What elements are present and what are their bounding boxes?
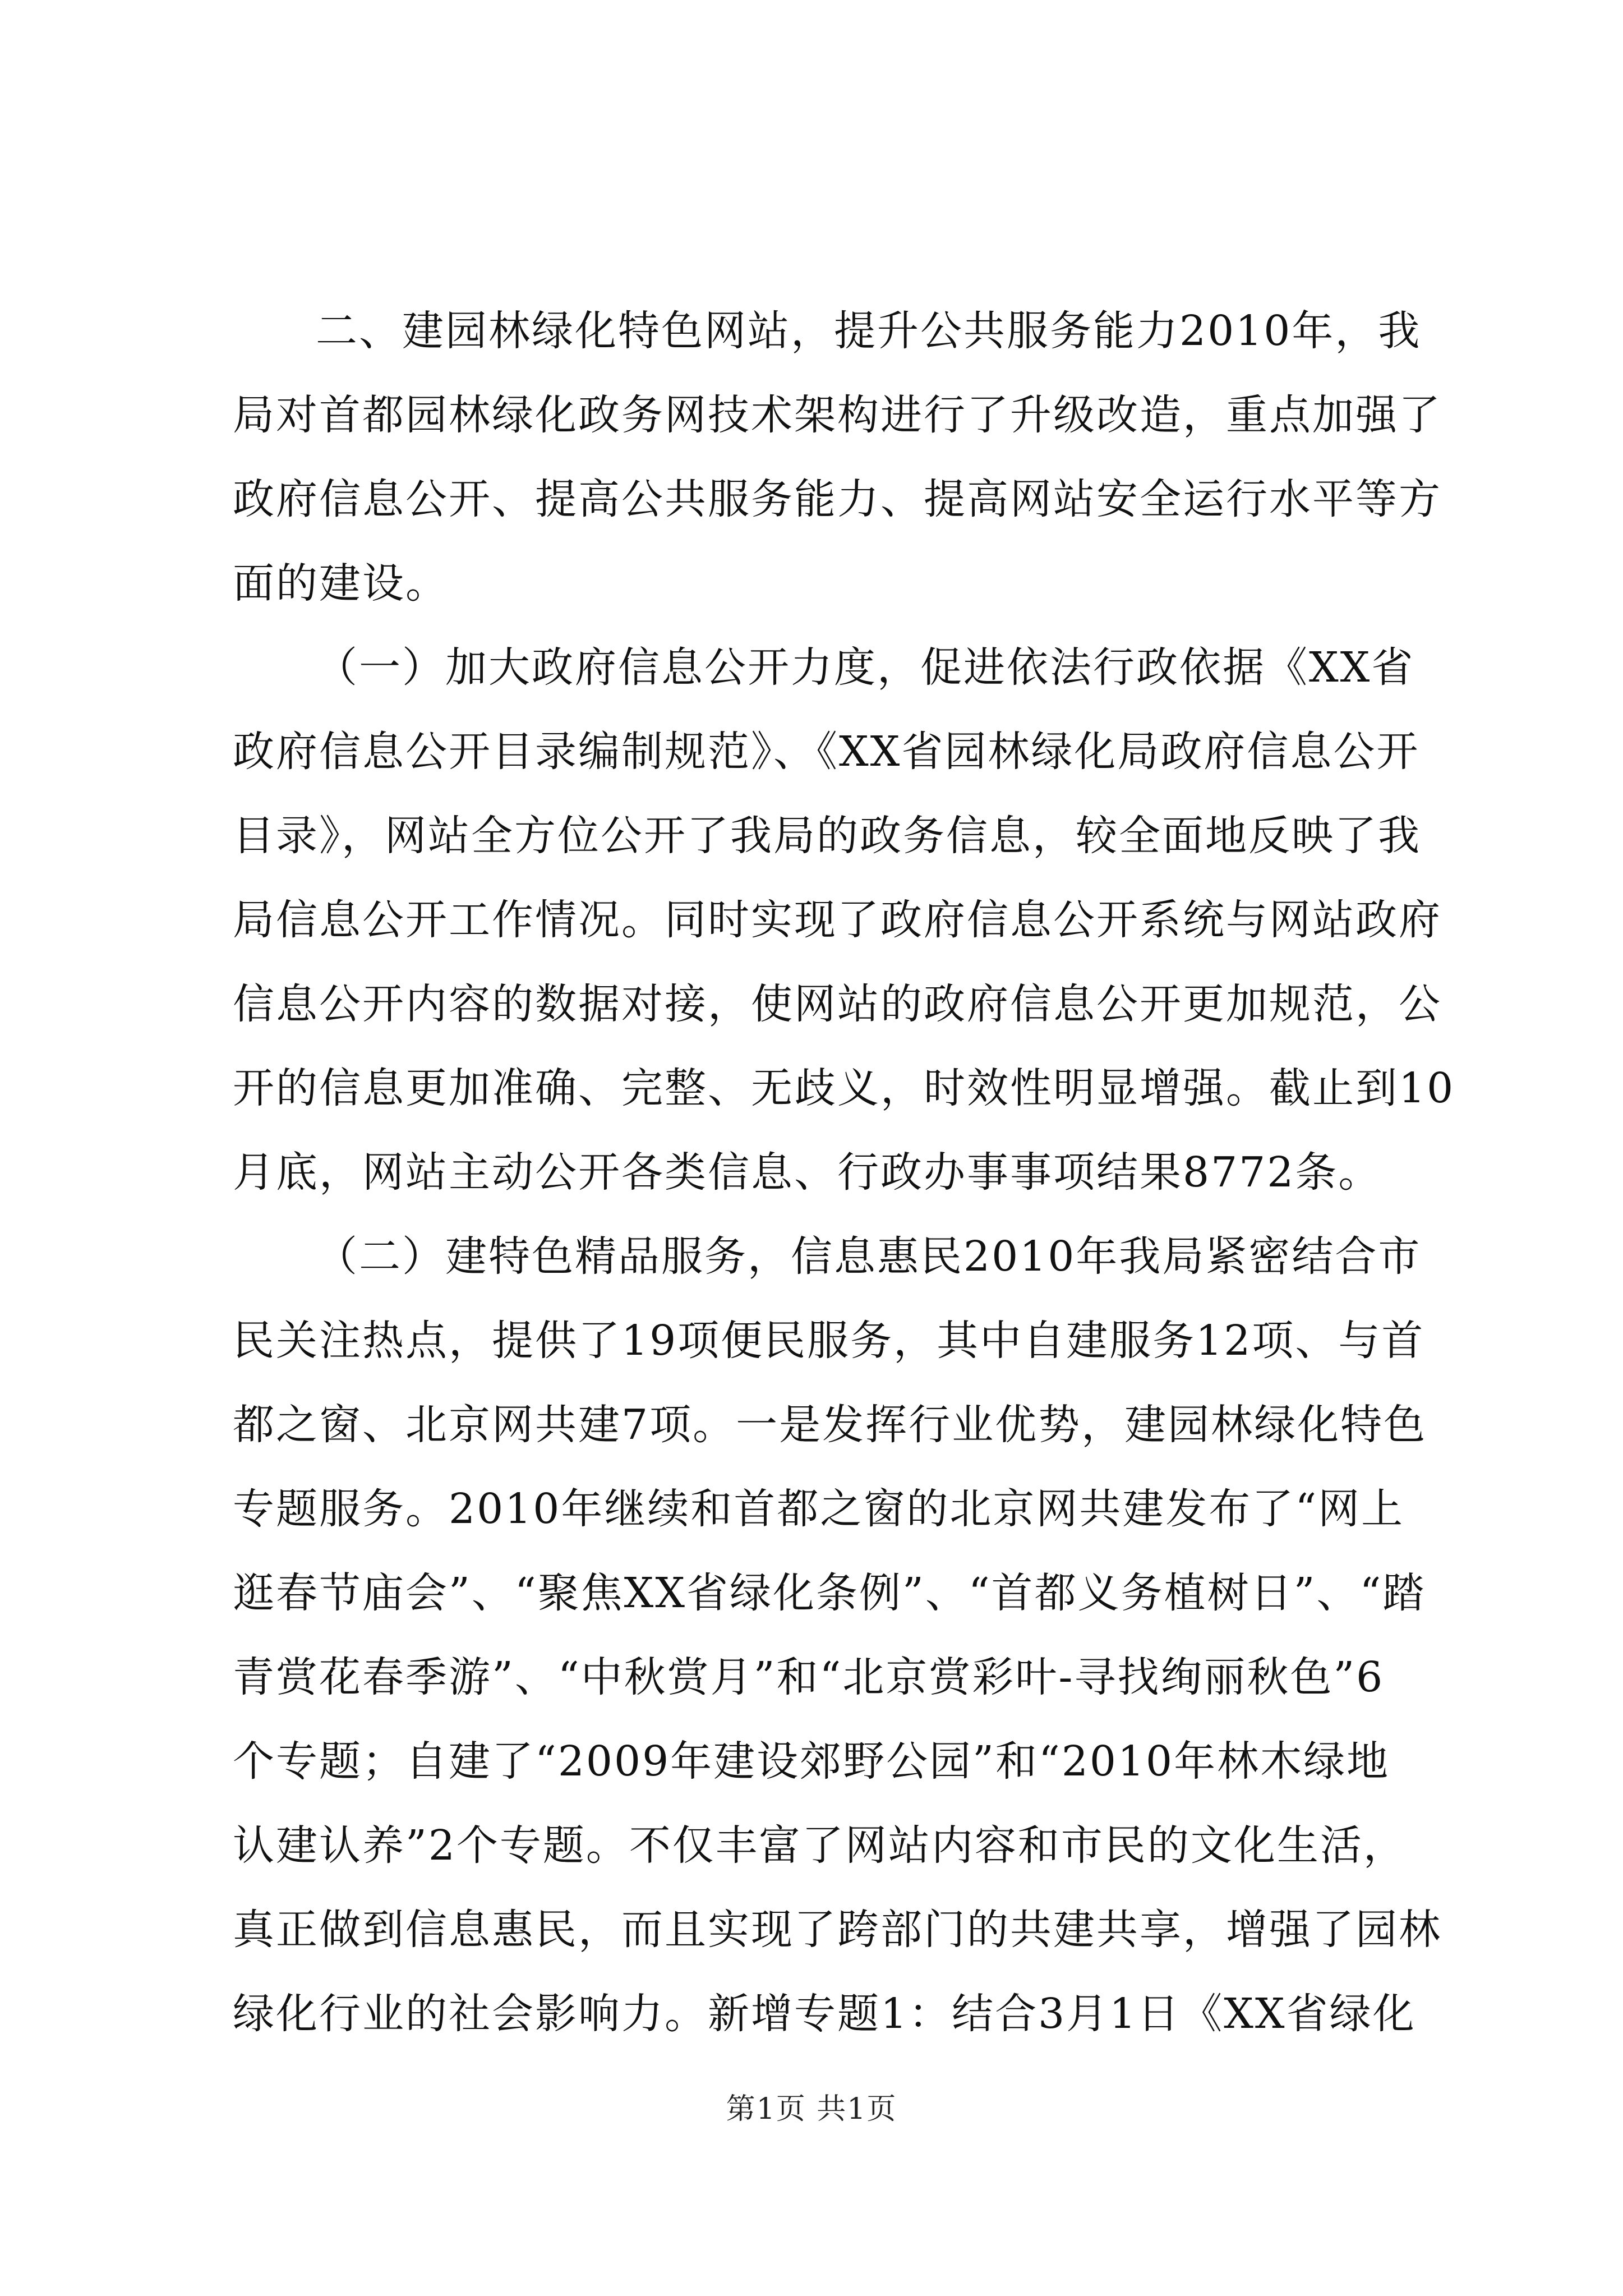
- text-line: 逛春节庙会”、“聚焦XX省绿化条例”、“首都义务植树日”、“踏: [233, 1569, 1426, 1617]
- text-line: 认建认养”2个专题。不仅丰富了网站内容和市民的文化生活，: [233, 1821, 1407, 1870]
- text-line: 绿化行业的社会影响力。新增专题1：结合3月1日《XX省绿化: [233, 1990, 1416, 2038]
- text-line: 政府信息公开、提高公共服务能力、提高网站安全运行水平等方: [233, 475, 1442, 523]
- text-line: 二、建园林绿化特色网站，提升公共服务能力2010年，我: [316, 307, 1422, 355]
- text-line: 专题服务。2010年继续和首都之窗的北京网共建发布了“网上: [233, 1485, 1405, 1533]
- page-footer: 第1页 共1页: [726, 2092, 897, 2126]
- text-line: 月底，网站主动公开各类信息、行政办事事项结果8772条。: [233, 1148, 1382, 1197]
- text-line: （一）加大政府信息公开力度，促进依法行政依据《XX省: [316, 643, 1415, 692]
- text-line: 青赏花春季游”、“中秋赏月”和“北京赏彩叶-寻找绚丽秋色”6: [233, 1653, 1385, 1701]
- text-line: 局信息公开工作情况。同时实现了政府信息公开系统与网站政府: [233, 896, 1442, 944]
- text-line: 目录》，网站全方位公开了我局的政务信息，较全面地反映了我: [233, 812, 1421, 860]
- text-line: 真正做到信息惠民，而且实现了跨部门的共建共享，增强了园林: [233, 1906, 1442, 1954]
- text-line: 面的建设。: [233, 559, 449, 608]
- text-line: 局对首都园林绿化政务网技术架构进行了升级改造，重点加强了: [233, 391, 1442, 439]
- text-line: 信息公开内容的数据对接，使网站的政府信息公开更加规范，公: [233, 980, 1442, 1028]
- text-line: 开的信息更加准确、完整、无歧义，时效性明显增强。截止到10: [233, 1064, 1455, 1112]
- text-line: （二）建特色精品服务，信息惠民2010年我局紧密结合市: [316, 1232, 1422, 1281]
- text-line: 民关注热点，提供了19项便民服务，其中自建服务12项、与首: [233, 1317, 1425, 1365]
- text-line: 政府信息公开目录编制规范》、《XX省园林绿化局政府信息公开: [233, 728, 1420, 776]
- document-body: [233, 289, 1489, 2056]
- text-line: 个专题；自建了“2009年建设郊野公园”和“2010年林木绿地: [233, 1737, 1390, 1786]
- text-line: 都之窗、北京网共建7项。一是发挥行业优势，建园林绿化特色: [233, 1401, 1427, 1449]
